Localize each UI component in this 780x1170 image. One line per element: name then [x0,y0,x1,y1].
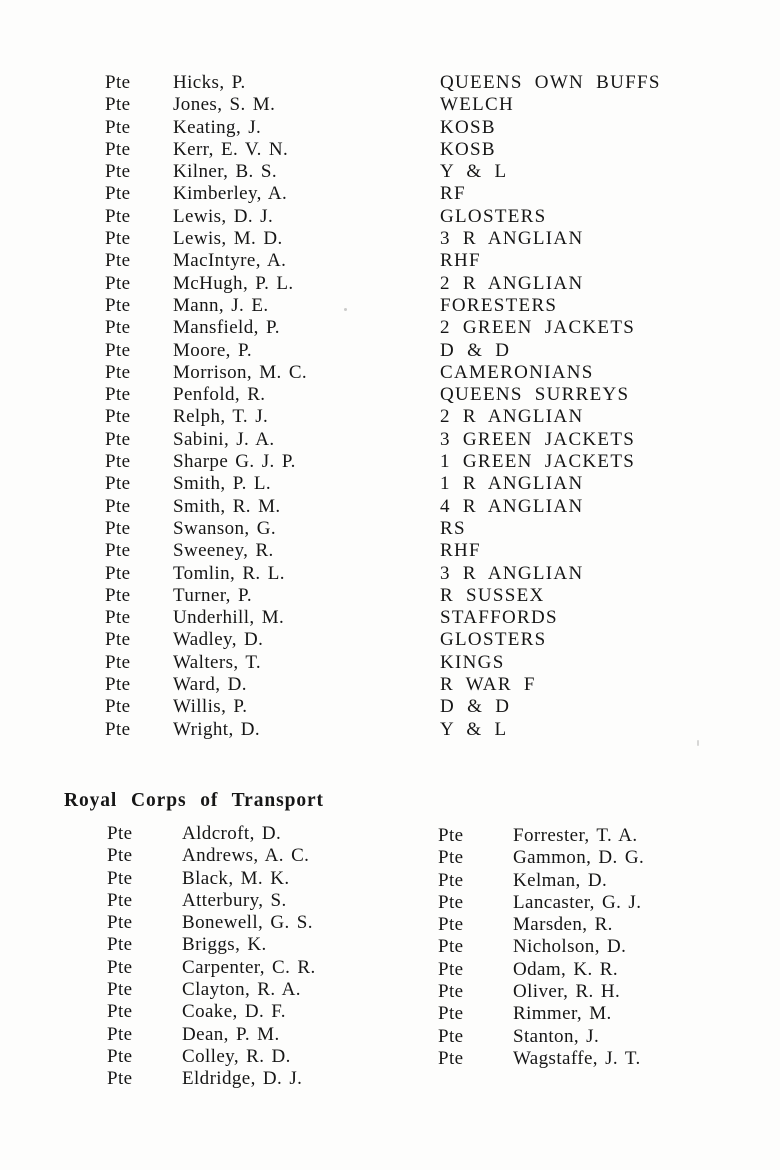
regiment-cell: 3 GREEN JACKETS [440,428,636,450]
name-cell: Gammon, D. G. [513,847,645,869]
rank-cell: Pte [107,845,133,867]
regiment-cell: 1 R ANGLIAN [440,473,584,495]
rank-cell: Pte [105,272,131,294]
roster-row [105,563,661,585]
rank-cell: Pte [107,1068,133,1090]
name-cell: Smith, R. M. [173,495,281,517]
regiment-cell: 3 R ANGLIAN [440,228,584,250]
roster-row [105,629,661,651]
name-cell: Jones, S. M. [173,94,276,116]
regiment-cell: 2 R ANGLIAN [440,272,584,294]
regiment-cell: STAFFORDS [440,607,558,629]
roster-row [105,674,661,696]
roster-row [438,1048,644,1070]
rank-cell: Pte [438,1003,464,1025]
rank-cell: Pte [105,428,131,450]
rank-cell: Pte [107,1023,133,1045]
rank-cell: Pte [438,1047,464,1069]
name-cell: Sweeney, R. [173,540,274,562]
rank-cell: Pte [105,651,131,673]
rank-cell: Pte [105,183,131,205]
roster-row [438,981,644,1003]
name-cell: Black, M. K. [182,867,290,889]
regiment-cell: WELCH [440,94,515,116]
regiment-cell: R WAR F [440,674,536,696]
name-cell: McHugh, P. L. [173,272,294,294]
roster-row [438,1026,644,1048]
roster-row [107,890,316,912]
roster-row [438,847,644,869]
name-cell: MacIntyre, A. [173,250,287,272]
rank-cell: Pte [105,406,131,428]
rank-cell: Pte [438,825,464,846]
roster-row [105,585,661,607]
regiment-cell: RS [440,517,466,539]
regiment-cell: RHF [440,250,481,272]
rank-cell: Pte [105,607,131,629]
rank-cell: Pte [438,891,464,913]
name-cell: Smith, P. L. [173,473,272,495]
roster-row [105,340,661,362]
rank-cell: Pte [107,934,133,956]
scan-speck [344,308,347,311]
rank-cell: Pte [105,72,131,93]
rank-cell: Pte [105,294,131,316]
name-cell: Ward, D. [173,674,247,696]
rank-cell: Pte [105,540,131,562]
roster-row [105,250,661,272]
name-cell: Stanton, J. [513,1025,600,1047]
roster-row [105,473,661,495]
rank-cell: Pte [105,228,131,250]
roster-row [438,1003,644,1025]
roster-row [105,362,661,384]
roster-row [105,206,661,228]
regiment-cell: GLOSTERS [440,629,547,651]
rank-cell: Pte [105,317,131,339]
name-cell: Mansfield, P. [173,317,280,339]
name-cell: Carpenter, C. R. [182,956,316,978]
regiment-cell: FORESTERS [440,294,558,316]
rank-cell: Pte [107,867,133,889]
name-cell: Marsden, R. [513,914,613,936]
rank-cell: Pte [105,674,131,696]
regiment-cell: 2 R ANGLIAN [440,406,584,428]
rank-cell: Pte [107,889,133,911]
rank-cell: Pte [105,517,131,539]
rank-cell: Pte [107,912,133,934]
roster-row [105,295,661,317]
rank-cell: Pte [107,823,133,844]
roster-row [438,914,644,936]
rank-cell: Pte [105,339,131,361]
roster-row [438,825,644,847]
rank-cell: Pte [105,250,131,272]
roster-row [107,1001,316,1023]
name-cell: Bonewell, G. S. [182,912,313,934]
roster-row [105,117,661,139]
name-cell: Dean, P. M. [182,1023,280,1045]
roster-row [105,161,661,183]
rank-cell: Pte [105,562,131,584]
regiment-cell: D & D [440,696,511,718]
name-cell: Wadley, D. [173,629,264,651]
name-cell: Wagstaffe, J. T. [513,1047,641,1069]
roster-row [105,696,661,718]
regiment-cell: 1 GREEN JACKETS [440,451,636,473]
regiment-cell: CAMERONIANS [440,361,594,383]
rank-cell: Pte [105,94,131,116]
regiment-cell: KINGS [440,651,505,673]
roster-row [107,1046,316,1068]
roster-row [438,870,644,892]
rank-cell: Pte [107,956,133,978]
name-cell: Colley, R. D. [182,1045,291,1067]
rank-cell: Pte [438,847,464,869]
regiment-cell: KOSB [440,138,496,160]
regiment-cell: 2 GREEN JACKETS [440,317,636,339]
name-cell: Penfold, R. [173,384,266,406]
name-cell: Aldcroft, D. [182,823,282,844]
regiment-cell: Y & L [440,161,508,183]
rank-cell: Pte [105,138,131,160]
name-cell: Walters, T. [173,651,262,673]
rank-cell: Pte [107,1001,133,1023]
regiment-cell: GLOSTERS [440,205,547,227]
roster-row [105,317,661,339]
rank-cell: Pte [438,914,464,936]
section-heading-royal-corps-of-transport: Royal Corps of Transport [64,790,324,811]
roster-row [438,959,644,981]
name-cell: Mann, J. E. [173,294,269,316]
name-cell: Nicholson, D. [513,936,627,958]
name-cell: Tomlin, R. L. [173,562,285,584]
regiment-cell: RF [440,183,466,205]
roster-row [438,936,644,958]
rank-cell: Pte [107,979,133,1001]
roster-row [107,934,316,956]
roster-row [105,94,661,116]
roster-row [105,228,661,250]
rank-cell: Pte [105,116,131,138]
name-cell: Moore, P. [173,339,252,361]
name-cell: Lewis, D. J. [173,205,274,227]
rank-cell: Pte [105,629,131,651]
name-cell: Morrison, M. C. [173,361,308,383]
roster-row [107,868,316,890]
name-cell: Lancaster, G. J. [513,891,642,913]
name-cell: Lewis, M. D. [173,228,283,250]
roster-row [105,451,661,473]
roster-row [107,1068,316,1090]
name-cell: Turner, P. [173,584,252,606]
name-cell: Wright, D. [173,718,261,740]
roster-row [105,518,661,540]
rank-cell: Pte [105,361,131,383]
regiment-cell: 3 R ANGLIAN [440,562,584,584]
rank-cell: Pte [105,473,131,495]
rank-cell: Pte [107,1045,133,1067]
name-cell: Hicks, P. [173,72,246,93]
rank-cell: Pte [105,161,131,183]
roster-row [107,1024,316,1046]
roster-row [105,406,661,428]
rank-cell: Pte [105,696,131,718]
regiment-roster-list [105,72,661,741]
rank-cell: Pte [105,495,131,517]
regiment-cell: Y & L [440,718,508,740]
regiment-cell: RHF [440,540,481,562]
name-cell: Forrester, T. A. [513,825,638,846]
transport-right-column [438,825,644,1070]
roster-row [107,957,316,979]
regiment-cell: D & D [440,339,511,361]
name-cell: Keating, J. [173,116,262,138]
transport-left-column [107,823,316,1091]
roster-row [105,139,661,161]
name-cell: Oliver, R. H. [513,981,621,1003]
name-cell: Willis, P. [173,696,248,718]
rank-cell: Pte [438,869,464,891]
name-cell: Andrews, A. C. [182,845,310,867]
roster-row [105,719,661,741]
rank-cell: Pte [105,384,131,406]
name-cell: Sabini, J. A. [173,428,275,450]
roster-row [438,892,644,914]
name-cell: Coake, D. F. [182,1001,286,1023]
rank-cell: Pte [438,981,464,1003]
regiment-cell: KOSB [440,116,496,138]
scan-speck [697,740,699,746]
regiment-cell: QUEENS SURREYS [440,384,630,406]
rank-cell: Pte [438,958,464,980]
name-cell: Rimmer, M. [513,1003,612,1025]
name-cell: Clayton, R. A. [182,979,301,1001]
name-cell: Kimberley, A. [173,183,288,205]
name-cell: Odam, K. R. [513,958,618,980]
rank-cell: Pte [438,936,464,958]
roster-row [107,823,316,845]
name-cell: Kilner, B. S. [173,161,277,183]
rank-cell: Pte [105,451,131,473]
roster-row [107,979,316,1001]
roster-row [105,384,661,406]
rank-cell: Pte [105,205,131,227]
name-cell: Eldridge, D. J. [182,1068,303,1090]
roster-row [105,429,661,451]
roster-row [105,183,661,205]
roster-row [105,496,661,518]
roster-row [107,845,316,867]
roster-row [105,607,661,629]
name-cell: Kelman, D. [513,869,608,891]
roster-row [105,273,661,295]
regiment-cell: R SUSSEX [440,584,545,606]
name-cell: Relph, T. J. [173,406,269,428]
name-cell: Sharpe G. J. P. [173,451,296,473]
name-cell: Swanson, G. [173,517,276,539]
rank-cell: Pte [105,584,131,606]
rank-cell: Pte [105,718,131,740]
name-cell: Atterbury, S. [182,889,287,911]
name-cell: Briggs, K. [182,934,267,956]
roster-row [107,912,316,934]
name-cell: Kerr, E. V. N. [173,138,289,160]
roster-row [105,540,661,562]
regiment-cell: QUEENS OWN BUFFS [440,72,661,93]
roster-row [105,652,661,674]
name-cell: Underhill, M. [173,607,285,629]
roster-row [105,72,661,94]
rank-cell: Pte [438,1025,464,1047]
regiment-cell: 4 R ANGLIAN [440,495,584,517]
